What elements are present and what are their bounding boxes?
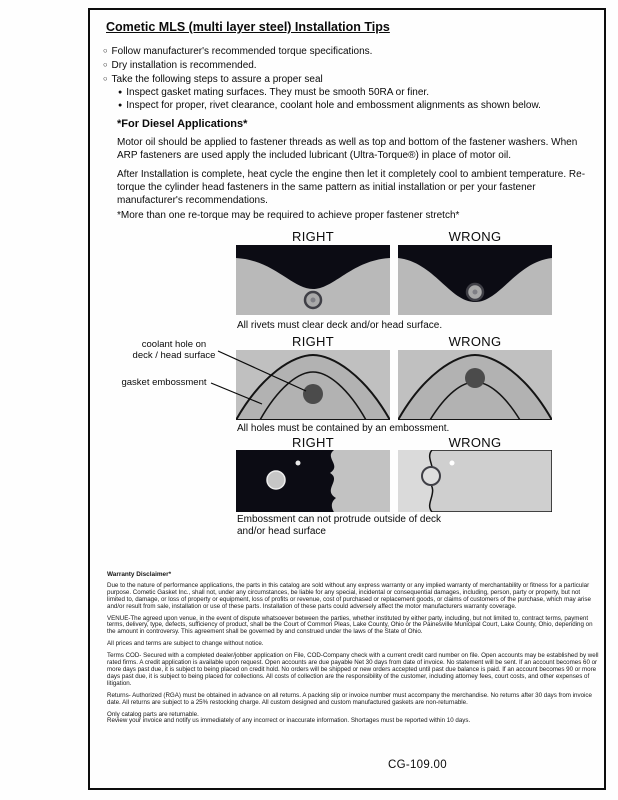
- warranty-heading: Warranty Disclaimer*: [107, 571, 172, 578]
- list-item: [118, 86, 541, 99]
- hollow-bullet-icon: ○: [103, 60, 108, 69]
- gasket-embossment-label: gasket embossment: [121, 377, 207, 388]
- warranty-paragraph: Returns- Authorized (RGA) must be obtained in advance on all returns. A packing slip or invoice number must accompany the merchandise. No returns after 30 days from invoice date. All returns are subject to a 25% restocking charge. All custom designed and custom manufactured gaskets are non-returnable.: [107, 691, 592, 706]
- wrong-header-holes: WRONG: [448, 334, 502, 349]
- holes-wrong-diagram: [398, 350, 552, 420]
- rivet-right-diagram: [236, 245, 390, 315]
- retorque-note: *More than one re-torque may be required to achieve proper fastener stretch*: [117, 210, 460, 221]
- page-title: Cometic MLS (multi layer steel) Installation Tips: [106, 20, 390, 34]
- tip-text: Inspect gasket mating surfaces. They must be smooth 50RA or finer.: [126, 87, 429, 98]
- holes-caption: All holes must be contained by an embossment.: [237, 423, 450, 434]
- warranty-paragraph: All prices and terms are subject to change without notice.: [107, 640, 264, 648]
- tip-text: Dry installation is recommended.: [111, 60, 257, 71]
- warranty-paragraph: Terms COD- Secured with a completed dealer/jobber application on File, COD-Company check with a current credit card number on file. Open accounts may be established by well rated firms. A credit application is available upon request. Open accounts are due payable Net 30 days from date of invoice. No statement will be sent. If an account becomes 60 or more days past due, it is subject to being placed on credit hold. No orders will be shipped or new orders accepted until past due balance is paid. If an account becomes 90 or more days past due, it is subject to being placed for collections. All costs of collection are the responsibility of the customer, including attorney fees, court costs, and other expenses of litigation.: [107, 652, 599, 687]
- warranty-paragraph: Review your invoice and notify us immediately of any incorrect or inaccurate information. Shortages must be reported within 10 days.: [107, 717, 471, 725]
- warranty-paragraph: VENUE-The agreed upon venue, in the event of dispute whatsoever between the parties, whether instituted by either party, including, but not limited to, contract terms, payment terms, delivery, type, defects, sufficiency of product, shall be the Court of Common Pleas, Lake County, Ohio or the Painesville Municipal Court, Lake County, Ohio, depending on the amount in controversy. This agreement shall be governed by and construed under the laws of the State of Ohio.: [107, 614, 593, 636]
- list-item: [103, 58, 541, 72]
- installation-tips-list: [103, 44, 541, 112]
- rivet-caption: All rivets must clear deck and/or head surface.: [237, 320, 443, 331]
- right-header-embossment: RIGHT: [292, 435, 334, 450]
- list-item: [103, 44, 541, 58]
- diesel-applications-heading: *For Diesel Applications*: [117, 118, 248, 130]
- embossment-caption: Embossment can not protrude outside of deck and/or head surface: [237, 514, 442, 537]
- rivet-wrong-diagram: [398, 245, 552, 315]
- warranty-section: [107, 572, 599, 730]
- embossment-wrong-diagram: [398, 450, 552, 512]
- document-number: CG-109.00: [388, 759, 447, 771]
- diesel-paragraph-2: After Installation is complete, heat cycle the engine then let it completely cool to ambient temperature. Re-torque the cylinder head fasteners in the same pattern as initial installation or per your fastener manufacturer's recommendations.: [117, 169, 586, 206]
- tip-text: Follow manufacturer's recommended torque specifications.: [111, 46, 373, 57]
- diesel-paragraph-1: Motor oil should be applied to fastener threads as well as top and bottom of the fastener washers. When ARP fasteners are used apply the included lubricant (Ultra-Torque®) in place of motor oil.: [117, 137, 578, 161]
- list-item: [118, 99, 541, 112]
- right-header-rivets: RIGHT: [292, 229, 334, 244]
- hollow-bullet-icon: ○: [103, 46, 108, 55]
- filled-bullet-icon: ●: [118, 89, 123, 96]
- filled-bullet-icon: ●: [118, 102, 123, 109]
- coolant-hole-label: coolant hole on deck / head surface: [132, 339, 216, 361]
- holes-right-diagram: [236, 350, 390, 420]
- warranty-paragraph: Only catalog parts are returnable.: [107, 710, 199, 718]
- right-header-holes: RIGHT: [292, 334, 334, 349]
- warranty-paragraph: Due to the nature of performance applications, the parts in this catalog are sold without any express warranty or any implied warranty of merchantability or fitness for a particular purpose. Cometic Gasket Inc., shall not, under any circumstances, be liable for any special, incidental or consequential damages, including, person, party or property, but not limited to, damage, or loss of property or equipment, loss of profits or revenue, cost of purchased or replacement goods, or claims of customers of the purchase, which may arise and/or result from sale, installation or use of these parts. Installation of these parts could adversely affect the motor manufacturers warranty coverage.: [107, 581, 591, 610]
- hollow-bullet-icon: ○: [103, 74, 108, 83]
- wrong-header-rivets: WRONG: [448, 229, 502, 244]
- tip-text: Take the following steps to assure a proper seal: [111, 74, 323, 85]
- wrong-header-embossment: WRONG: [448, 435, 502, 450]
- tip-text: Inspect for proper, rivet clearance, coolant hole and embossment alignments as shown below.: [126, 100, 541, 111]
- list-item: [103, 72, 541, 86]
- embossment-right-diagram: [236, 450, 390, 512]
